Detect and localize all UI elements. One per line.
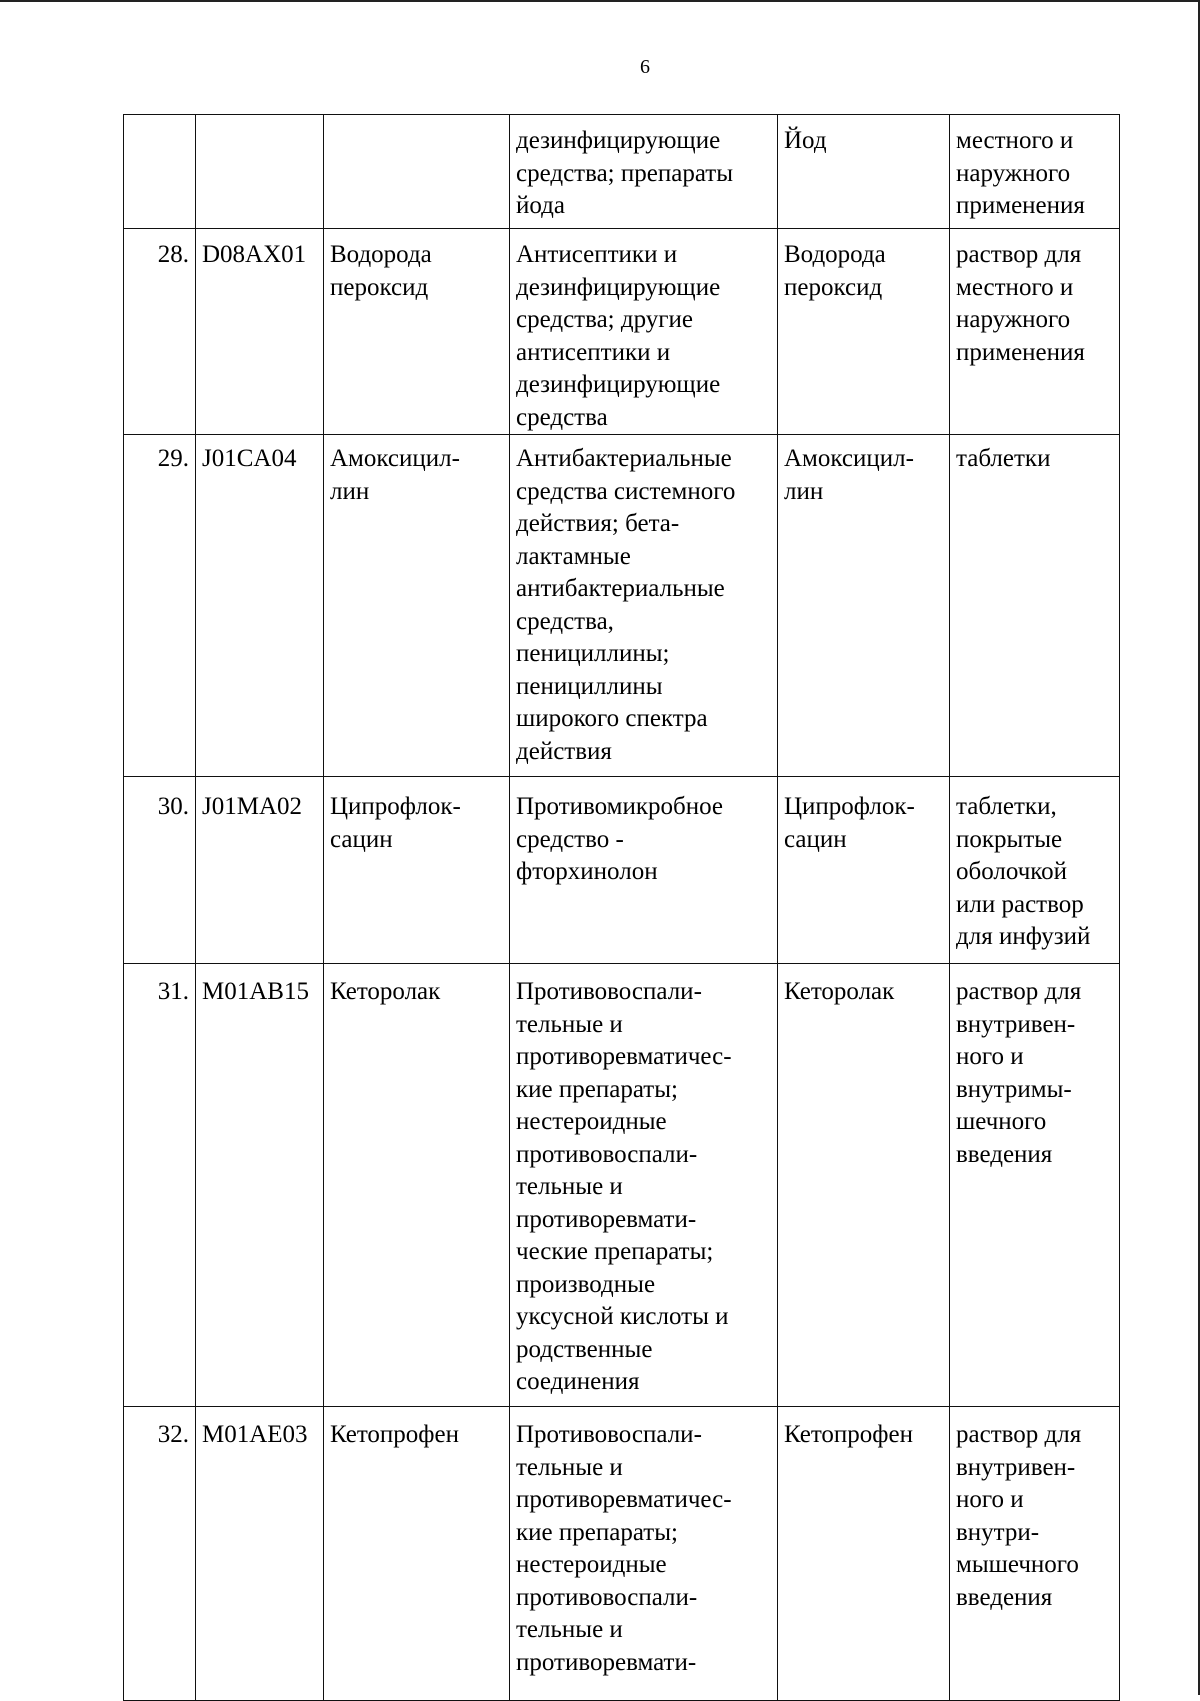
cell-text-line: антисептики и [516, 338, 671, 366]
cell-text-line: средства [516, 403, 608, 431]
cell-text-line: средства; другие [516, 306, 693, 333]
atc-code-cell [196, 777, 324, 964]
page-number: 6 [640, 56, 650, 78]
row-number-cell [124, 777, 196, 964]
cell-text-line: таблетки [956, 445, 1051, 472]
cell-text-line: антибактериальные [516, 575, 725, 602]
cell-text-line: лактамные [516, 542, 631, 570]
cell-text-line: лин [330, 477, 370, 505]
table-row [124, 115, 1120, 229]
cell-text-line: широкого спектра [516, 705, 708, 732]
cell-text-line: противовоспали- [516, 1583, 698, 1611]
table-row [124, 1407, 1120, 1701]
cell-text-line: Антибактериальные [516, 445, 732, 472]
cell-text-line: Ципрофлок- [330, 793, 461, 820]
cell-text-line: Амоксицил- [330, 445, 460, 472]
cell-text-line: уксусной кислоты и [516, 1303, 729, 1330]
cell-text-line: пероксид [330, 273, 429, 301]
cell-text: M01AE03 [202, 1421, 308, 1448]
cell-text-line: покрытые [956, 825, 1063, 853]
row-number-cell [124, 435, 196, 777]
cell-text-line: введения [956, 1140, 1053, 1168]
cell-text-line: Кеторолак [330, 978, 441, 1005]
cell-text-line: пенициллины; [516, 640, 670, 667]
cell-text-line: тельные и [516, 1173, 623, 1200]
cell-text-line: мышечного [956, 1551, 1079, 1578]
cell-text-line: дезинфицирующие [516, 273, 721, 301]
cell-text-line: Ципрофлок- [784, 793, 915, 820]
dosage-form-cell [950, 777, 1120, 964]
cell-text-line: нестероидные [516, 1108, 667, 1135]
cell-text: M01AB15 [202, 978, 309, 1005]
cell-text-line: Противомикробное [516, 793, 724, 820]
cell-text-line: средства; препараты [516, 159, 733, 187]
cell-text-line: средства системного [516, 477, 736, 505]
drug-name-cell [324, 435, 510, 777]
cell-text-line: кие препараты; [516, 1518, 678, 1546]
cell-text-line: сацин [784, 825, 847, 853]
cell-text-line: Кеторолак [784, 978, 895, 1005]
cell-text-line: фторхинолон [516, 858, 658, 885]
cell-text-line: действия; бета- [516, 510, 680, 537]
cell-text-line: противоревмати- [516, 1205, 697, 1233]
cell-text-line: средство - [516, 825, 624, 853]
cell-text-line: Амоксицил- [784, 445, 914, 472]
row-number-cell [124, 964, 196, 1407]
cell-text-line: Водорода [330, 241, 432, 268]
cell-text-line: пероксид [784, 273, 883, 301]
cell-text-line: йода [516, 192, 565, 219]
cell-text-line: Водорода [784, 241, 886, 268]
cell-text-line: внутривен- [956, 1010, 1076, 1038]
cell-text-line: производные [516, 1270, 656, 1298]
drug-name-cell [324, 1407, 510, 1701]
row-number-cell [124, 1407, 196, 1701]
atc-code-cell [196, 435, 324, 777]
pharmacological-group-cell [510, 229, 778, 435]
cell-text: 28. [157, 241, 189, 268]
cell-text-line: ного и [956, 1043, 1024, 1070]
cell-text-line: противоревмати- [516, 1648, 697, 1676]
cell-text-line: Противовоспали- [516, 978, 702, 1005]
active-substance-cell [778, 435, 950, 777]
table-row [124, 435, 1120, 777]
dosage-form-cell [950, 115, 1120, 229]
cell-text-line: дезинфицирующие [516, 371, 721, 398]
cell-text-line: родственные [516, 1335, 653, 1363]
cell-text-line: Антисептики и [516, 241, 678, 268]
cell-text: 29. [157, 445, 189, 472]
cell-text: J01MA02 [202, 793, 303, 820]
cell-text: 31. [157, 978, 189, 1005]
cell-text-line: лин [784, 477, 824, 505]
atc-code-cell [196, 964, 324, 1407]
cell-text: J01CA04 [202, 445, 297, 472]
cell-text-line: пенициллины [516, 672, 663, 700]
pharmacological-group-cell [510, 1407, 778, 1701]
medicines-table [123, 114, 1120, 1701]
cell-text-line: таблетки, [956, 793, 1057, 820]
drug-name-cell [324, 115, 510, 229]
dosage-form-cell [950, 964, 1120, 1407]
cell-text-line: раствор для [956, 978, 1082, 1005]
cell-text: 32. [157, 1421, 189, 1448]
cell-text-line: сацин [330, 825, 393, 853]
active-substance-cell [778, 1407, 950, 1701]
cell-text-line: внутримы- [956, 1075, 1072, 1103]
atc-code-cell [196, 115, 324, 229]
cell-text-line: внутри- [956, 1518, 1040, 1546]
cell-text-line: действия [516, 737, 612, 765]
dosage-form-cell [950, 229, 1120, 435]
cell-text-line: ного и [956, 1486, 1024, 1513]
cell-text-line: применения [956, 192, 1085, 219]
cell-text-line: противоревматичес- [516, 1043, 732, 1070]
cell-text-line: внутривен- [956, 1453, 1076, 1481]
table-row [124, 777, 1120, 964]
table-row [124, 229, 1120, 435]
atc-code-cell [196, 229, 324, 435]
cell-text-line: раствор для [956, 241, 1082, 268]
row-number-cell [124, 229, 196, 435]
pharmacological-group-cell [510, 115, 778, 229]
cell-text-line: нестероидные [516, 1551, 667, 1578]
pharmacological-group-cell [510, 964, 778, 1407]
cell-text-line: средства, [516, 607, 614, 635]
cell-text-line: раствор для [956, 1421, 1082, 1448]
cell-text-line: Кетопрофен [330, 1421, 459, 1448]
pharmacological-group-cell [510, 777, 778, 964]
cell-text-line: Кетопрофен [784, 1421, 913, 1448]
cell-text-line: шечного [956, 1108, 1047, 1135]
cell-text-line: местного и [956, 127, 1074, 154]
cell-text-line: тельные и [516, 1453, 623, 1481]
active-substance-cell [778, 229, 950, 435]
row-number-cell [124, 115, 196, 229]
table-row [124, 964, 1120, 1407]
dosage-form-cell [950, 435, 1120, 777]
cell-text-line: противоревматичес- [516, 1486, 732, 1513]
cell-text-line: введения [956, 1583, 1053, 1611]
cell-text-line: местного и [956, 273, 1074, 301]
cell-text-line: наружного [956, 306, 1071, 333]
active-substance-cell [778, 777, 950, 964]
cell-text: 30. [157, 793, 189, 820]
drug-name-cell [324, 229, 510, 435]
cell-text-line: оболочкой [956, 858, 1068, 885]
active-substance-cell [778, 964, 950, 1407]
cell-text-line: ческие препараты; [516, 1238, 714, 1265]
cell-text: D08AX01 [202, 241, 307, 268]
cell-text-line: применения [956, 338, 1085, 366]
cell-text-line: для инфузий [956, 923, 1091, 950]
active-substance-cell [778, 115, 950, 229]
dosage-form-cell [950, 1407, 1120, 1701]
cell-text-line: тельные и [516, 1010, 623, 1038]
pharmacological-group-cell [510, 435, 778, 777]
cell-text-line: Йод [784, 127, 827, 154]
cell-text-line: тельные и [516, 1616, 623, 1643]
drug-name-cell [324, 964, 510, 1407]
cell-text-line: соединения [516, 1368, 640, 1395]
cell-text-line: противовоспали- [516, 1140, 698, 1168]
cell-text-line: Противовоспали- [516, 1421, 702, 1448]
drug-name-cell [324, 777, 510, 964]
cell-text-line: наружного [956, 159, 1071, 187]
cell-text-line: дезинфицирующие [516, 127, 721, 154]
cell-text-line: кие препараты; [516, 1075, 678, 1103]
cell-text-line: или раствор [956, 890, 1084, 918]
atc-code-cell [196, 1407, 324, 1701]
